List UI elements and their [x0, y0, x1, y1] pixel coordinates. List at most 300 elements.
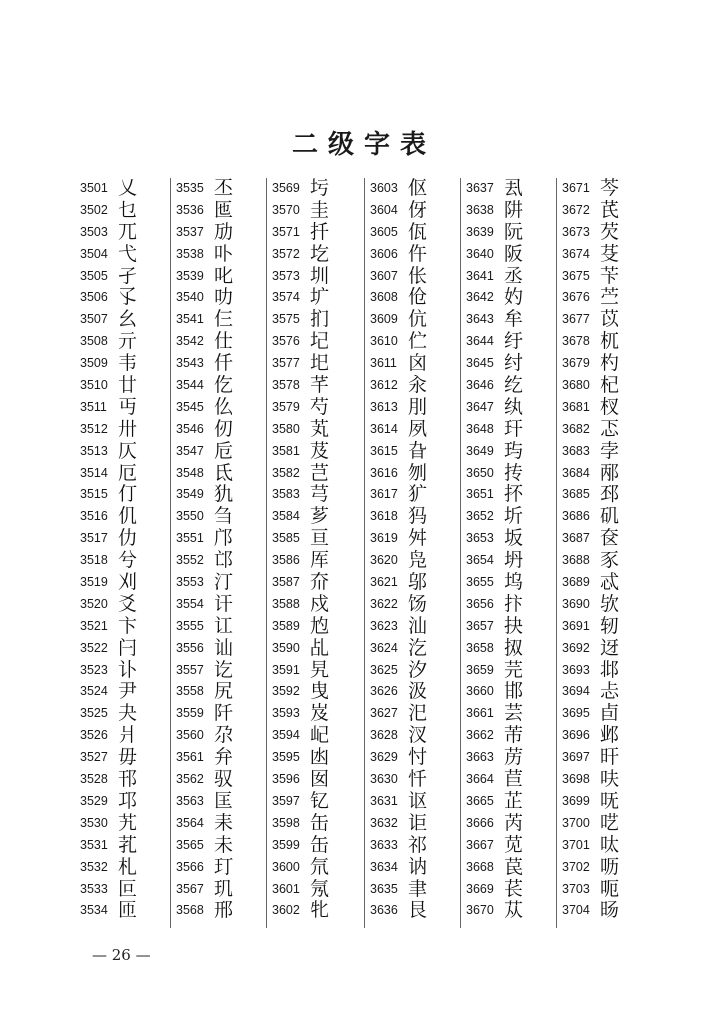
entry-character: 旰 — [600, 746, 620, 769]
entry-number: 3670 — [466, 903, 494, 918]
table-row — [466, 484, 560, 506]
entry-character: 芑 — [310, 461, 330, 484]
entry-character: 凼 — [310, 746, 330, 769]
table-row — [272, 397, 366, 419]
table-row — [466, 419, 560, 441]
table-row — [176, 835, 270, 857]
table-row — [562, 506, 656, 528]
entry-character: 乂 — [118, 177, 138, 199]
entry-number: 3513 — [80, 443, 108, 458]
entry-number: 3629 — [370, 750, 398, 765]
entry-number: 3589 — [272, 618, 300, 633]
entry-character: 刍 — [214, 505, 234, 528]
entry-number: 3524 — [80, 684, 108, 699]
entry-character: 芾 — [504, 724, 524, 747]
entry-character: 孓 — [118, 286, 138, 309]
entry-number: 3660 — [466, 684, 494, 699]
entry-character: 芸 — [504, 702, 524, 725]
entry-number: 3698 — [562, 772, 590, 787]
entry-number: 3527 — [80, 750, 108, 765]
entry-number: 3646 — [466, 378, 494, 393]
table-row — [562, 441, 656, 463]
entry-number: 3575 — [272, 312, 300, 327]
entry-number: 3680 — [562, 378, 590, 393]
entry-number: 3700 — [562, 815, 590, 830]
entry-character: 氖 — [310, 877, 330, 900]
entry-character: 芫 — [504, 658, 524, 681]
entry-number: 3539 — [176, 268, 204, 283]
table-row — [176, 791, 270, 813]
entry-number: 3653 — [466, 531, 494, 546]
entry-number: 3663 — [466, 750, 494, 765]
table-row — [466, 506, 560, 528]
entry-number: 3555 — [176, 618, 204, 633]
entry-number: 3699 — [562, 793, 590, 808]
table-row — [562, 266, 656, 288]
entry-number: 3556 — [176, 640, 204, 655]
entry-character: 仉 — [118, 505, 138, 528]
table-row — [466, 222, 560, 244]
entry-number: 3626 — [370, 684, 398, 699]
table-row — [466, 397, 560, 419]
table-row — [80, 463, 174, 485]
table-row — [176, 178, 270, 200]
entry-number: 3548 — [176, 465, 204, 480]
entry-character: 牝 — [310, 899, 330, 922]
table-row — [466, 287, 560, 309]
entry-number: 3505 — [80, 268, 108, 283]
table-row — [466, 441, 560, 463]
entry-number: 3605 — [370, 224, 398, 239]
entry-character: 卮 — [214, 439, 234, 462]
entry-character: 钇 — [310, 789, 330, 812]
entry-character: 尥 — [310, 614, 330, 637]
table-row — [562, 791, 656, 813]
table-row — [272, 681, 366, 703]
table-row — [176, 266, 270, 288]
table-column — [272, 178, 366, 922]
entry-number: 3685 — [562, 487, 590, 502]
table-row — [370, 222, 464, 244]
entry-number: 3633 — [370, 837, 398, 852]
entry-number: 3654 — [466, 553, 494, 568]
entry-number: 3523 — [80, 662, 108, 677]
entry-character: 幺 — [118, 308, 138, 331]
entry-character: 阱 — [504, 198, 524, 221]
entry-number: 3635 — [370, 881, 398, 896]
entry-character: 廿 — [118, 374, 138, 397]
table-row — [272, 200, 366, 222]
entry-number: 3621 — [370, 575, 398, 590]
entry-number: 3538 — [176, 246, 204, 261]
entry-number: 3507 — [80, 312, 108, 327]
table-row — [466, 528, 560, 550]
entry-number: 3506 — [80, 290, 108, 305]
table-row — [272, 287, 366, 309]
entry-number: 3561 — [176, 750, 204, 765]
entry-number: 3602 — [272, 903, 300, 918]
entry-character: 芄 — [310, 417, 330, 440]
entry-character: 舛 — [408, 527, 428, 550]
entry-character: 抃 — [504, 592, 524, 615]
entry-number: 3604 — [370, 202, 398, 217]
table-row — [80, 616, 174, 638]
entry-number: 3667 — [466, 837, 494, 852]
table-row — [562, 222, 656, 244]
table-row — [562, 397, 656, 419]
entry-character: 缶 — [310, 833, 330, 856]
table-row — [272, 616, 366, 638]
entry-character: 曳 — [310, 680, 330, 703]
table-row — [272, 441, 366, 463]
table-row — [80, 857, 174, 879]
table-row — [80, 419, 174, 441]
entry-character: 讦 — [214, 592, 234, 615]
entry-character: 饧 — [408, 592, 428, 615]
table-row — [272, 857, 366, 879]
entry-character: 岌 — [310, 702, 330, 725]
table-row — [370, 835, 464, 857]
entry-number: 3587 — [272, 575, 300, 590]
table-row — [562, 616, 656, 638]
entry-character: 伉 — [408, 308, 428, 331]
entry-character: 汲 — [408, 680, 428, 703]
entry-character: 圯 — [310, 352, 330, 375]
entry-character: 汆 — [408, 374, 428, 397]
entry-number: 3552 — [176, 553, 204, 568]
table-row — [176, 769, 270, 791]
entry-character: 仞 — [214, 417, 234, 440]
entry-number: 3578 — [272, 378, 300, 393]
entry-character: 圹 — [310, 286, 330, 309]
entry-number: 3551 — [176, 531, 204, 546]
table-row — [466, 813, 560, 835]
table-row — [562, 572, 656, 594]
entry-character: 驭 — [214, 768, 234, 791]
entry-character: 苈 — [504, 746, 524, 769]
table-row — [176, 900, 270, 922]
table-column — [370, 178, 464, 922]
entry-number: 3622 — [370, 596, 398, 611]
entry-character: 孑 — [118, 264, 138, 287]
entry-character: 扦 — [310, 220, 330, 243]
entry-character: 仟 — [214, 352, 234, 375]
table-row — [80, 835, 174, 857]
entry-character: 呔 — [600, 833, 620, 856]
entry-character: 牟 — [504, 308, 524, 331]
entry-character: 戍 — [310, 592, 330, 615]
entry-character: 纥 — [504, 374, 524, 397]
entry-number: 3620 — [370, 553, 398, 568]
table-row — [466, 857, 560, 879]
entry-number: 3613 — [370, 399, 398, 414]
table-row — [370, 266, 464, 288]
entry-number: 3545 — [176, 399, 204, 414]
table-row — [466, 309, 560, 331]
entry-character: 汐 — [408, 658, 428, 681]
table-row — [80, 200, 174, 222]
table-row — [80, 353, 174, 375]
entry-character: 苄 — [600, 264, 620, 287]
entry-character: 圬 — [310, 177, 330, 199]
table-row — [562, 769, 656, 791]
entry-number: 3697 — [562, 750, 590, 765]
table-row — [80, 178, 174, 200]
entry-number: 3634 — [370, 859, 398, 874]
table-row — [370, 769, 464, 791]
entry-character: 兀 — [118, 220, 138, 243]
entry-character: 豕 — [600, 549, 620, 572]
entry-number: 3677 — [562, 312, 590, 327]
table-row — [272, 375, 366, 397]
table-row — [176, 572, 270, 594]
entry-number: 3658 — [466, 640, 494, 655]
entry-number: 3509 — [80, 356, 108, 371]
table-row — [176, 879, 270, 901]
table-row — [80, 813, 174, 835]
entry-character: 亓 — [118, 330, 138, 353]
entry-character: 讪 — [214, 636, 234, 659]
entry-number: 3674 — [562, 246, 590, 261]
table-row — [370, 506, 464, 528]
entry-character: 丞 — [504, 264, 524, 287]
entry-character: 坂 — [504, 527, 524, 550]
entry-character: 芡 — [600, 220, 620, 243]
table-column — [562, 178, 656, 922]
table-row — [176, 309, 270, 331]
entry-number: 3693 — [562, 662, 590, 677]
table-row — [466, 703, 560, 725]
entry-number: 3598 — [272, 815, 300, 830]
entry-character: 乩 — [310, 636, 330, 659]
table-row — [176, 353, 270, 375]
table-row — [272, 484, 366, 506]
entry-number: 3541 — [176, 312, 204, 327]
table-row — [272, 594, 366, 616]
entry-number: 3675 — [562, 268, 590, 283]
entry-number: 3664 — [466, 772, 494, 787]
entry-number: 3592 — [272, 684, 300, 699]
table-row — [370, 900, 464, 922]
entry-number: 3536 — [176, 202, 204, 217]
entry-number: 3574 — [272, 290, 300, 305]
entry-character: 尻 — [214, 680, 234, 703]
entry-character: 仨 — [214, 308, 234, 331]
entry-number: 3696 — [562, 728, 590, 743]
entry-number: 3640 — [466, 246, 494, 261]
entry-character: 伫 — [408, 330, 428, 353]
table-row — [466, 747, 560, 769]
entry-number: 3585 — [272, 531, 300, 546]
entry-character: 芎 — [310, 483, 330, 506]
entry-number: 3673 — [562, 224, 590, 239]
table-row — [272, 725, 366, 747]
table-row — [80, 484, 174, 506]
table-row — [562, 484, 656, 506]
table-row — [370, 178, 464, 200]
entry-character: 氐 — [214, 461, 234, 484]
entry-character: 圮 — [310, 330, 330, 353]
entry-number: 3520 — [80, 596, 108, 611]
table-column — [176, 178, 270, 922]
entry-number: 3614 — [370, 421, 398, 436]
table-row — [80, 747, 174, 769]
entry-number: 3584 — [272, 509, 300, 524]
table-row — [80, 506, 174, 528]
table-row — [80, 375, 174, 397]
entry-character: 苣 — [504, 768, 524, 791]
entry-number: 3645 — [466, 356, 494, 371]
entry-number: 3636 — [370, 903, 398, 918]
entry-character: 犸 — [408, 505, 428, 528]
entry-number: 3566 — [176, 859, 204, 874]
entry-character: 邺 — [600, 724, 620, 747]
entry-number: 3671 — [562, 181, 590, 195]
table-row — [562, 725, 656, 747]
entry-number: 3623 — [370, 618, 398, 633]
entry-character: 苁 — [504, 899, 524, 922]
entry-number: 3593 — [272, 706, 300, 721]
entry-number: 3637 — [466, 181, 494, 195]
table-row — [272, 900, 366, 922]
entry-number: 3603 — [370, 181, 398, 195]
entry-number: 3501 — [80, 181, 108, 195]
table-row — [272, 660, 366, 682]
entry-character: 邴 — [600, 461, 620, 484]
entry-number: 3508 — [80, 334, 108, 349]
table-row — [562, 178, 656, 200]
entry-character: 伢 — [408, 198, 428, 221]
entry-number: 3512 — [80, 421, 108, 436]
entry-character: 纡 — [504, 330, 524, 353]
entry-number: 3546 — [176, 421, 204, 436]
entry-number: 3692 — [562, 640, 590, 655]
entry-character: 伧 — [408, 286, 428, 309]
table-row — [562, 835, 656, 857]
entry-character: 忒 — [600, 571, 620, 594]
entry-number: 3648 — [466, 421, 494, 436]
table-row — [80, 441, 174, 463]
table-row — [562, 900, 656, 922]
entry-character: 囡 — [310, 768, 330, 791]
table-row — [370, 660, 464, 682]
entry-number: 3619 — [370, 531, 398, 546]
entry-character: 杞 — [600, 374, 620, 397]
table-row — [176, 463, 270, 485]
table-row — [80, 550, 174, 572]
entry-number: 3557 — [176, 662, 204, 677]
table-row — [562, 703, 656, 725]
entry-number: 3599 — [272, 837, 300, 852]
entry-number: 3657 — [466, 618, 494, 633]
entry-character: 玑 — [214, 877, 234, 900]
entry-number: 3567 — [176, 881, 204, 896]
entry-character: 韦 — [118, 352, 138, 375]
entry-character: 讴 — [408, 789, 428, 812]
entry-character: 邬 — [408, 571, 428, 594]
entry-character: 邯 — [504, 680, 524, 703]
entry-character: 玕 — [504, 417, 524, 440]
table-row — [272, 769, 366, 791]
entry-number: 3517 — [80, 531, 108, 546]
table-row — [562, 287, 656, 309]
entry-number: 3601 — [272, 881, 300, 896]
entry-character: 匜 — [214, 198, 234, 221]
entry-number: 3554 — [176, 596, 204, 611]
entry-number: 3676 — [562, 290, 590, 305]
entry-number: 3590 — [272, 640, 300, 655]
entry-character: 迓 — [600, 636, 620, 659]
entry-number: 3581 — [272, 443, 300, 458]
entry-character: 匡 — [214, 789, 234, 812]
entry-number: 3684 — [562, 465, 590, 480]
table-row — [80, 309, 174, 331]
table-row — [562, 419, 656, 441]
entry-number: 3652 — [466, 509, 494, 524]
entry-character: 丕 — [214, 177, 234, 199]
table-row — [272, 309, 366, 331]
entry-character: 阮 — [504, 220, 524, 243]
entry-number: 3666 — [466, 815, 494, 830]
entry-character: 抔 — [504, 483, 524, 506]
entry-number: 3668 — [466, 859, 494, 874]
entry-number: 3691 — [562, 618, 590, 633]
table-row — [272, 703, 366, 725]
entry-number: 3549 — [176, 487, 204, 502]
character-table — [80, 178, 648, 938]
entry-number: 3543 — [176, 356, 204, 371]
table-row — [466, 594, 560, 616]
entry-character: 坍 — [504, 549, 524, 572]
table-row — [80, 681, 174, 703]
entry-character: 夬 — [118, 702, 138, 725]
table-row — [272, 266, 366, 288]
table-row — [562, 550, 656, 572]
entry-character: 邗 — [118, 768, 138, 791]
entry-number: 3579 — [272, 399, 300, 414]
entry-number: 3689 — [562, 575, 590, 590]
table-row — [466, 835, 560, 857]
table-row — [272, 419, 366, 441]
entry-character: 叻 — [214, 286, 234, 309]
entry-number: 3595 — [272, 750, 300, 765]
table-row — [80, 879, 174, 901]
entry-character: 兮 — [118, 549, 138, 572]
entry-number: 3608 — [370, 290, 398, 305]
entry-character: 杈 — [600, 395, 620, 418]
entry-number: 3559 — [176, 706, 204, 721]
entry-character: 讵 — [408, 811, 428, 834]
table-row — [272, 353, 366, 375]
entry-number: 3678 — [562, 334, 590, 349]
table-row — [176, 287, 270, 309]
entry-number: 3649 — [466, 443, 494, 458]
entry-number: 3568 — [176, 903, 204, 918]
table-row — [466, 244, 560, 266]
table-row — [370, 353, 464, 375]
table-row — [272, 331, 366, 353]
entry-number: 3530 — [80, 815, 108, 830]
entry-number: 3662 — [466, 728, 494, 743]
entry-number: 3503 — [80, 224, 108, 239]
table-row — [562, 353, 656, 375]
entry-character: 佤 — [408, 220, 428, 243]
entry-character: 汔 — [408, 636, 428, 659]
entry-character: 圪 — [310, 242, 330, 265]
entry-character: 纣 — [504, 352, 524, 375]
table-row — [370, 244, 464, 266]
entry-number: 3526 — [80, 728, 108, 743]
